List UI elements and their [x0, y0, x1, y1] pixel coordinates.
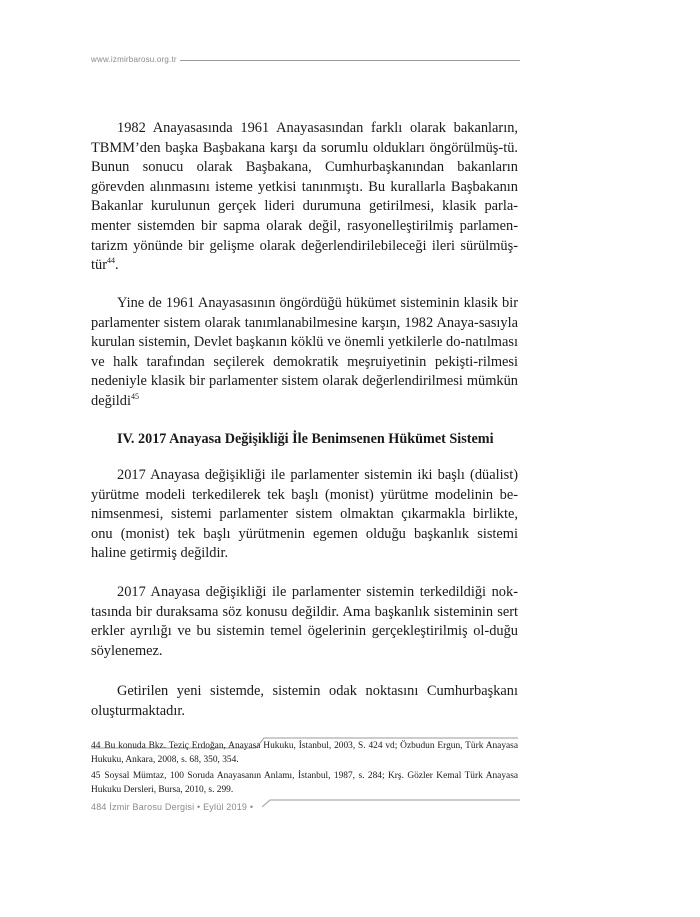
- footnote-44-text: Bu konuda Bkz. Teziç Erdoğan, Anayasa Hukuku, İstanbul, 2003, S. 424 vd; Özbudun Ergun, Türk Anayasa Hukuku, Ankara, 2008, s. 68, 350, 354.: [91, 741, 518, 765]
- paragraph-1: [91, 119, 518, 276]
- footer-rule: [262, 797, 520, 811]
- paragraph-4: [91, 583, 518, 661]
- footnote-45-text: Soysal Mümtaz, 100 Soruda Anayasanın Anlamı, İstanbul, 1987, s. 284; Krş. Gözler Kemal Türk Anayasa Hukuku Dersleri, Bursa, 2010, s. 299.: [91, 771, 518, 795]
- footnote-45: [91, 770, 518, 797]
- paragraph-4-text: 2017 Anayasa değişikliği ile parlamenter sistemin terkedildiği nok-tasında bir duraksama söz konusu değildir. Ama başkanlık sisteminin sert erkler ayrılığı ve bu sistemin temel ögelerinin gerçekleştirilmiş ol-duğu söylenemez.: [91, 584, 518, 659]
- paragraph-1-text: 1982 Anayasasında 1961 Anayasasından farklı olarak bakanların, TBMM’den başka Başbakana karşı da sorumlu oldukları öngörülmüş-tü. Bunun sonucu olarak Başbakana, Cumhurbaşkanından bakanların görevden alınmasını isteme yetkisi tanınmıştı. Bu kurallarla Başbakanın Bakanlar kurulunun gerçek lideri durumuna getirilmesi, klasik parla-menter sistemden bir sapma olarak değil, rasyonelleştirilmiş parlamen-tarizm yönünde bir gelişme olarak değerlendirilebileceği ileri sürülmüş-tür: [91, 120, 518, 274]
- footer-text: 484 İzmir Barosu Dergisi • Eylül 2019 •: [91, 802, 254, 812]
- paragraph-2: [91, 294, 518, 412]
- paragraph-1-tail: .: [115, 257, 119, 274]
- paragraph-3: [91, 466, 518, 564]
- paragraph-5-text: Getirilen yeni sistemde, sistemin odak noktasını Cumhurbaşkanı oluşturmaktadır.: [91, 683, 518, 719]
- footnote-ref-45: 45: [130, 392, 139, 402]
- paragraph-3-text: 2017 Anayasa değişikliği ile parlamenter sistemin iki başlı (düalist) yürütme modeli terkedilerek tek başlı (monist) yürütme modelinin be-nimsenmesi, sistemi parlamenter sistem olmaktan çıkarmakla birlikte, onu (monist) tek başlı yürütmenin egemen olduğu başkanlık sistemi haline getirmiş değildir.: [91, 467, 518, 562]
- paragraph-5: [91, 682, 518, 721]
- footnote-44: [91, 740, 518, 767]
- header-url: www.izmirbarosu.org.tr: [91, 55, 177, 64]
- footnote-ref-44: 44: [107, 256, 115, 266]
- paragraph-2-text: Yine de 1961 Anayasasının öngördüğü hükümet sisteminin klasik bir parlamenter sistem olarak tanımlanabilmesine karşın, 1982 Anaya-sasıyla kurulan sistemin, Devlet başkanın köklü ve önemli yetkilerle do-natılması ve halk tarafından seçilerek demokratik meşruiyetinin pekişti-rilmesi nedeniyle klasik bir parlamenter sistem olarak değerlendirilmesi mümkün değildi: [91, 295, 518, 409]
- footnote-44-number: 44: [91, 741, 101, 751]
- header-rule: [180, 60, 520, 61]
- footnote-45-number: 45: [91, 771, 101, 781]
- section-heading: IV. 2017 Anayasa Değişikliği İle Benimsenen Hükümet Sistemi: [117, 431, 494, 447]
